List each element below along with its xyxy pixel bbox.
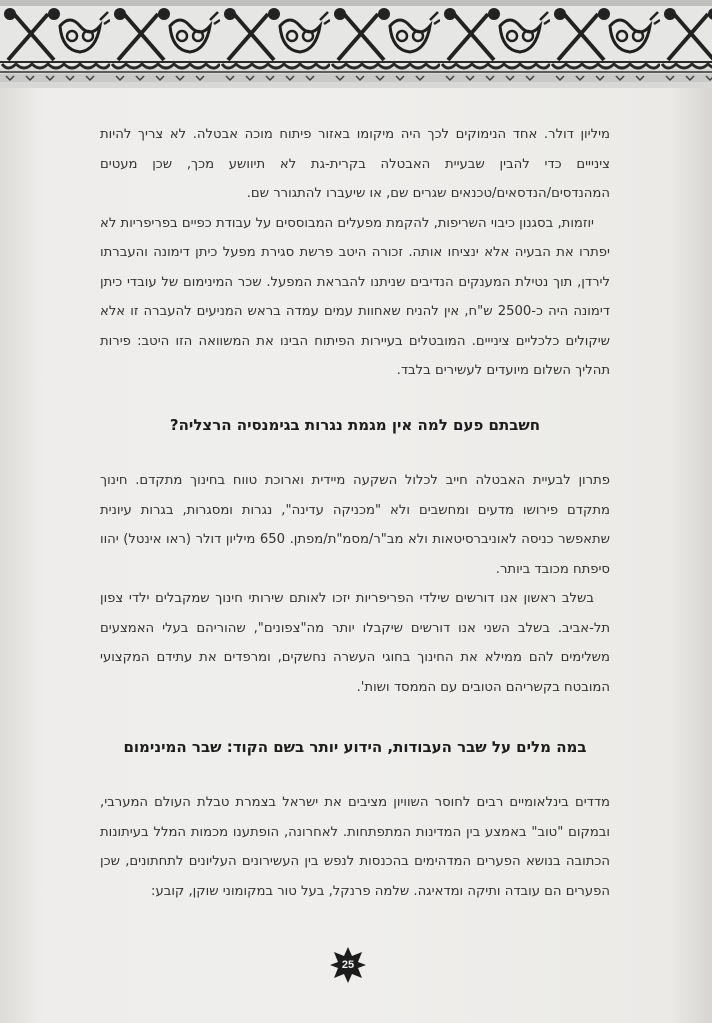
- body-paragraph: פתרון לבעיית האבטלה חייב לכלול השקעה מיידית וארוכת טווח בחינוך מתקדם. חינוך מתקדם פירושו מדעים ומחשבים ולא "מכניקה עדינה", נגרות ומסגרות, בגרות עיונית שתאפשר כניסה לאוניברסיטאות ולא מב"ר/מסמ"ת/מפתן. 650 מיליון דולר (ראו אינטל) יהוו סיפתח מכובד ביותר.: [100, 473, 611, 577]
- page-number: 25: [341, 959, 355, 971]
- paragraph-block-3: [100, 788, 610, 906]
- page-number-badge: [329, 946, 367, 984]
- section-heading: במה מלים על שבר העבודות, הידוע יותר בשם הקוד: שבר המינימום: [123, 738, 587, 756]
- paragraph-block-1: [100, 120, 610, 386]
- body-paragraph: מדדים בינלאומיים רבים לחוסר השוויון מציבים את ישראל בצמרת טבלת העולם המערבי, ובמקום "טוב" באמצע בין המדינות המתפתחות. לאחרונה, הופתענו מכמות המלל בעיתונות הכתובה בנושא הפערים המדהימים בהכנסות לנפש בין העשירונים העליונים לתחתונים, שכן הפערים הם עובדה ותיקה ומדאיגה. שלמה פרנקל, בעל טור במקומוני שוקן, קובע:: [100, 795, 610, 899]
- ornamental-frieze-illustration: [0, 0, 712, 88]
- body-paragraph: מיליון דולר. אחד הנימוקים לכך היה מיקומו באזור פיתוח מוכה אבטלה. לא צריך להיות צינייים כדי להבין שבעיית האבטלה בקרית-גת לא תיוושע מכך, שכן מעטים המהנדסים/הנדסאים/טכנאים שגרים שם, או שיעברו להתגורר שם.: [100, 127, 610, 201]
- body-paragraph: יוזמות, בסגנון כיבוי השריפות, להקמת מפעלים המבוססים על עבודת כפיים בפריפריות לא יפתרו את הבעיה אלא ינציחו אותה. זכורה היטב פרשת סגירת מפעל כיתן דימונה והעברתו לירדן, תוך נטילת המענקים הנדיבים שניתנו להבראת המפעל. שכר המינימום של עובדי כיתן דימונה היה כ-2500 ש"ח, אין להניח שאחוות עמים עמדה בראש המניעים להעברה זו אלא שיקולים כלכליים צינייים. המובטלים בעיירות הפיתוח הבינו את המשוואה הזו היטב: פירות תהליך השלום מיועדים לעשירים בלבד.: [100, 215, 611, 378]
- body-paragraph: בשלב ראשון אנו דורשים שילדי הפריפריות יזכו לאותם שירותי חינוך שמקבלים ילדי צפון תל-אביב. בשלב השני אנו דורשים שיקבלו יותר מה"צפונים", שהוריהם בעלי האמצעים משלימים להם ממילא את החינוך בחוגי העשרה נחשקים, ומרפדים את עתידם המקצועי המובטח בקשריהם הטובים עם הממסד ושות'.: [100, 591, 610, 695]
- decorative-border-band: [0, 0, 712, 88]
- section-heading: חשבתם פעם למה אין מגמת נגרות בגימנסיה הרצליה?: [169, 416, 541, 434]
- paragraph-block-2: [100, 466, 610, 702]
